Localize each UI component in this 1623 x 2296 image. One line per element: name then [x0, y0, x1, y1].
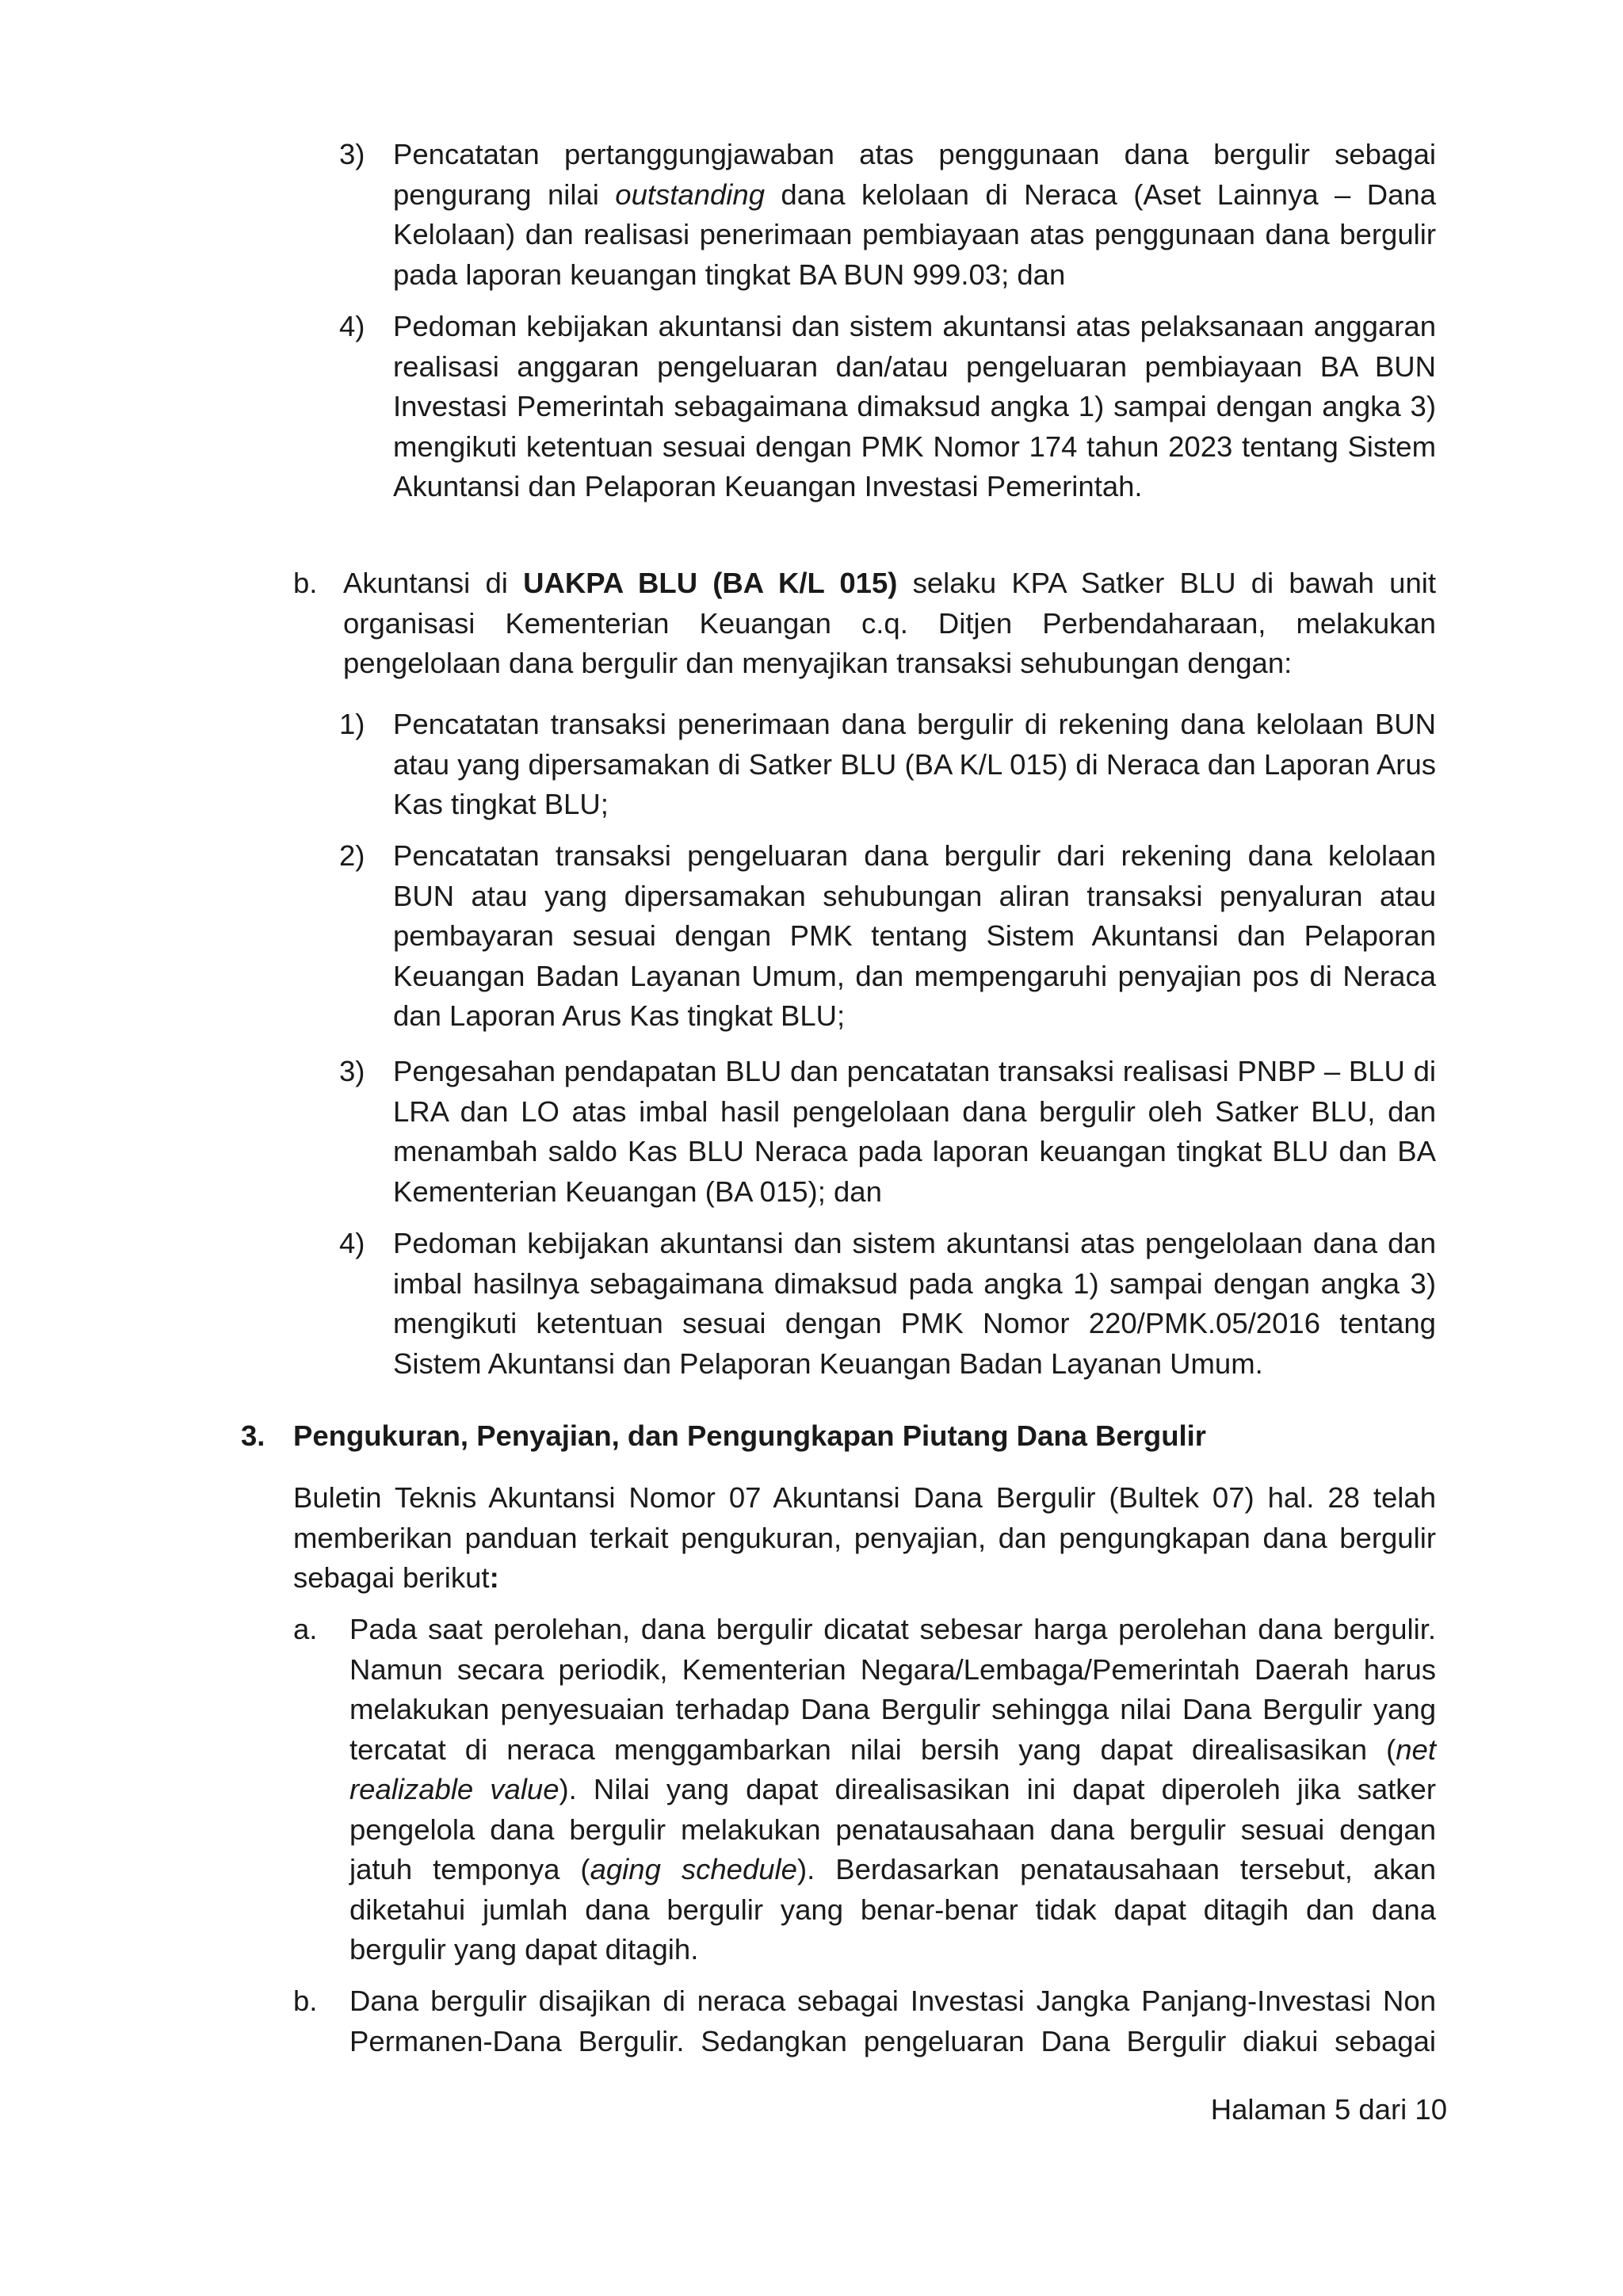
- item-text: Dana bergulir disajikan di neraca sebagai Investasi Jangka Panjang-Investasi Non Permanen-Dana Bergulir. Sedangkan pengeluaran Dana Bergulir diakui sebagai: [349, 1985, 1436, 2057]
- list-item-b-1: [339, 705, 1436, 825]
- item-number: a.: [293, 1613, 318, 1645]
- section-number: 3.: [241, 1419, 265, 1452]
- list-item-b-2: [339, 836, 1436, 1037]
- item-text: Pengesahan pendapatan BLU dan pencatatan transaksi realisasi PNBP – BLU di LRA dan LO atas imbal hasil pengelolaan dana bergulir oleh Satker BLU, dan menambah saldo Kas BLU Neraca pada laporan keuangan tingkat BLU dan BA Kementerian Keuangan (BA 015); dan: [393, 1055, 1436, 1208]
- item-text: Pedoman kebijakan akuntansi dan sistem akuntansi atas pelaksanaan anggaran realisasi anggaran pengeluaran dan/atau pengeluaran pembiayaan BA BUN Investasi Pemerintah sebagaimana dimaksud angka 1) sampai dengan angka 3) mengikuti ketentuan sesuai dengan PMK Nomor 174 tahun 2023 tentang Sistem Akuntansi dan Pelaporan Keuangan Investasi Pemerintah.: [393, 310, 1436, 502]
- list-item-b-3: [339, 1052, 1436, 1212]
- list-item-3b: [293, 1981, 1436, 2061]
- section-heading: [241, 1416, 1436, 1456]
- item-number: 4): [339, 1227, 365, 1259]
- item-number: 4): [339, 310, 365, 342]
- intro-paragraph: Buletin Teknis Akuntansi Nomor 07 Akuntansi Dana Bergulir (Bultek 07) hal. 28 telah memberikan panduan terkait pengukuran, penyajian, dan pengungkapan dana bergulir sebagai berikut:: [293, 1481, 1436, 1594]
- list-item-b: [293, 563, 1436, 684]
- item-number: b.: [293, 567, 318, 599]
- list-item-b-4: [339, 1224, 1436, 1384]
- item-text: Pada saat perolehan, dana bergulir dicatat sebesar harga perolehan dana bergulir. Namun secara periodik, Kementerian Negara/Lembaga/Pemerintah Daerah harus melakukan penyesuaian terhadap Dana Bergulir sehingga nilai Dana Bergulir yang tercatat di neraca menggambarkan nilai bersih yang dapat direalisasikan (net realizable value). Nilai yang dapat direalisasikan ini dapat diperoleh jika satker pengelola dana bergulir melakukan penatausahaan dana bergulir sesuai dengan jatuh temponya (aging schedule). Berdasarkan penatausahaan tersebut, akan diketahui jumlah dana bergulir yang benar-benar tidak dapat ditagih dan dana bergulir yang dapat ditagih.: [349, 1613, 1436, 1966]
- page-number: Halaman 5 dari 10: [1210, 2093, 1447, 2126]
- list-item-3a: [293, 1610, 1436, 1970]
- item-text: Pencatatan transaksi pengeluaran dana bergulir dari rekening dana kelolaan BUN atau yang dipersamakan sehubungan aliran transaksi penyaluran atau pembayaran sesuai dengan PMK tentang Sistem Akuntansi dan Pelaporan Keuangan Badan Layanan Umum, dan mempengaruhi penyajian pos di Neraca dan Laporan Arus Kas tingkat BLU;: [393, 839, 1436, 1032]
- list-item-a-3: [339, 135, 1436, 295]
- item-text: Pencatatan pertanggungjawaban atas penggunaan dana bergulir sebagai pengurang nilai outstanding dana kelolaan di Neraca (Aset Lainnya – Dana Kelolaan) dan realisasi penerimaan pembiayaan atas penggunaan dana bergulir pada laporan keuangan tingkat BA BUN 999.03; dan: [393, 138, 1436, 291]
- item-text: Pencatatan transaksi penerimaan dana bergulir di rekening dana kelolaan BUN atau yang dipersamakan di Satker BLU (BA K/L 015) di Neraca dan Laporan Arus Kas tingkat BLU;: [393, 708, 1436, 820]
- item-number: 3): [339, 138, 365, 170]
- item-number: 2): [339, 839, 365, 872]
- list-item-a-4: [339, 307, 1436, 507]
- item-number: 3): [339, 1055, 365, 1087]
- item-number: b.: [293, 1985, 318, 2017]
- item-text: Pedoman kebijakan akuntansi dan sistem akuntansi atas pengelolaan dana dan imbal hasilnya sebagaimana dimaksud pada angka 1) sampai dengan angka 3) mengikuti ketentuan sesuai dengan PMK Nomor 220/PMK.05/2016 tentang Sistem Akuntansi dan Pelaporan Keuangan Badan Layanan Umum.: [393, 1227, 1436, 1380]
- section-title: Pengukuran, Penyajian, dan Pengungkapan Piutang Dana Bergulir: [293, 1419, 1206, 1452]
- item-number: 1): [339, 708, 365, 740]
- item-text: Akuntansi di UAKPA BLU (BA K/L 015) selaku KPA Satker BLU di bawah unit organisasi Kementerian Keuangan c.q. Ditjen Perbendaharaan, melakukan pengelolaan dana bergulir dan menyajikan transaksi sehubungan dengan:: [343, 567, 1436, 679]
